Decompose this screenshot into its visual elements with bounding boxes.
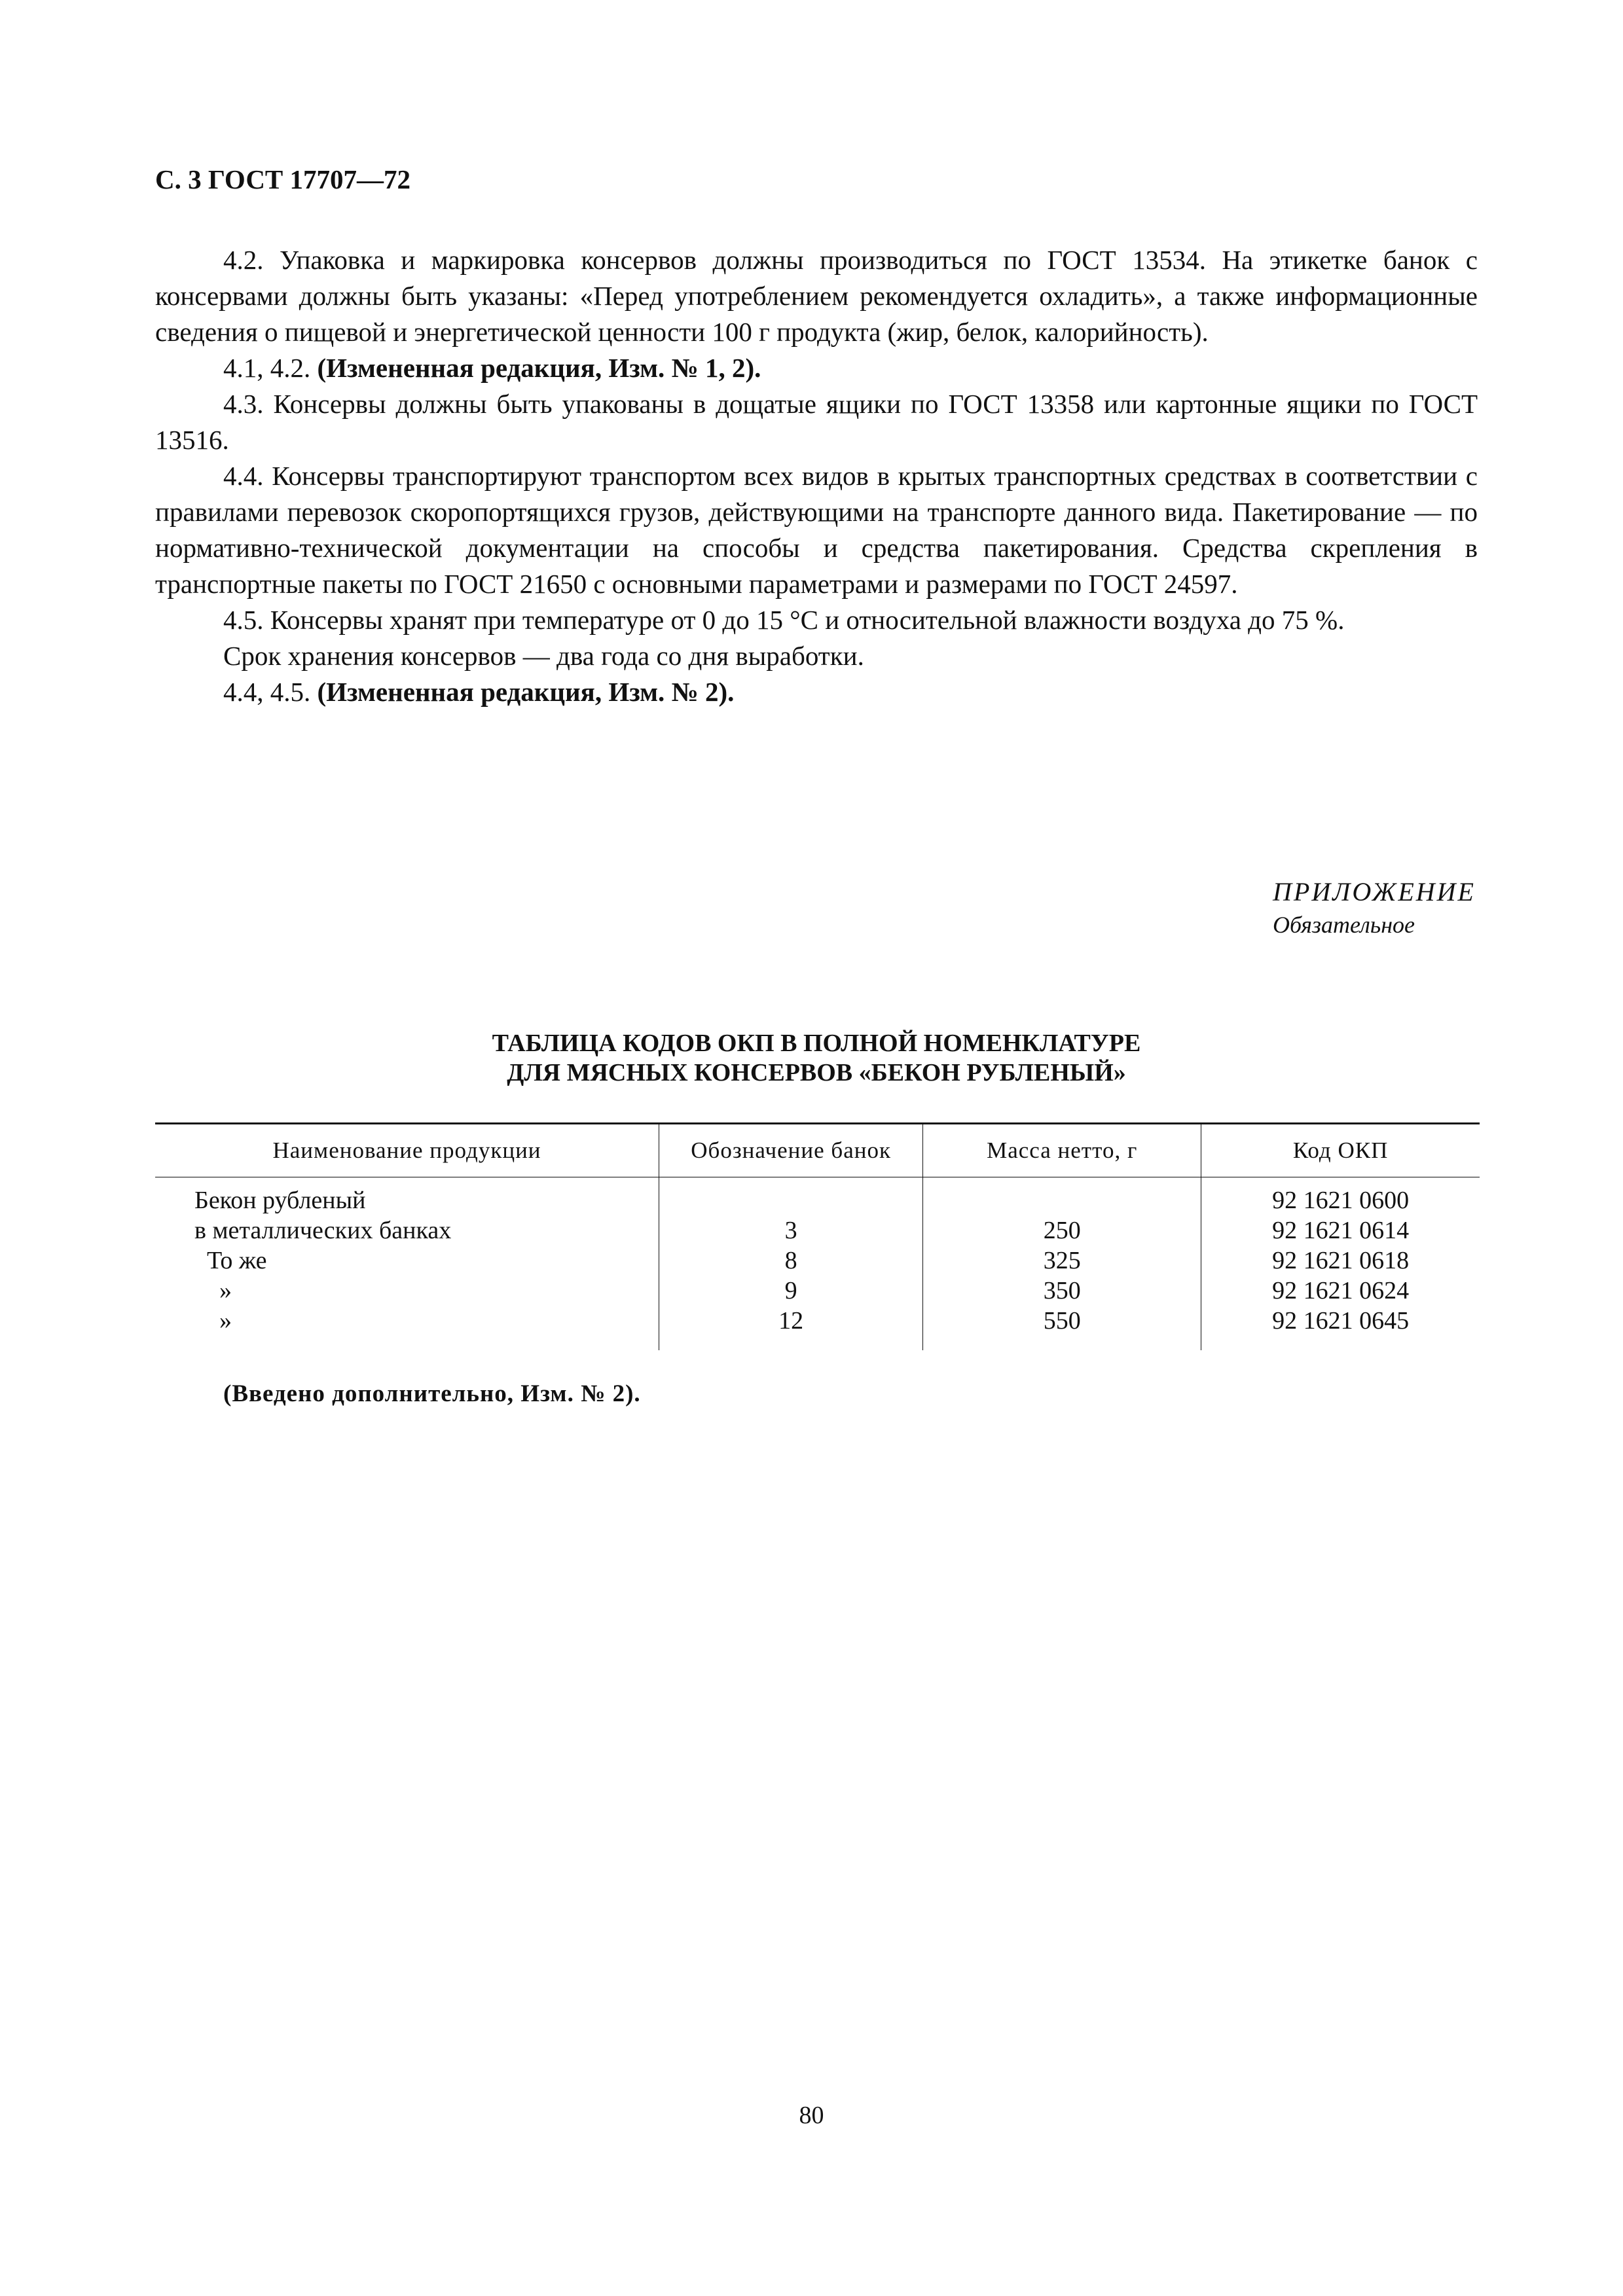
column-header-can-designation: Обозначение банок [659, 1124, 923, 1177]
table-row [155, 1306, 1480, 1336]
table-end-row [155, 1336, 1480, 1350]
cell-can-designation: 12 [659, 1306, 923, 1336]
table-title [155, 1029, 1478, 1088]
cell-net-mass: 550 [923, 1306, 1201, 1336]
cell-can-designation [659, 1185, 923, 1215]
column-header-okp-code: Код ОКП [1201, 1124, 1480, 1177]
table-row [155, 1246, 1480, 1276]
cell-can-designation: 8 [659, 1246, 923, 1276]
appendix-title: ПРИЛОЖЕНИЕ [1273, 877, 1476, 906]
column-header-product-name: Наименование продукции [155, 1124, 659, 1177]
cell-can-designation: 3 [659, 1215, 923, 1246]
cell-okp-code: 92 1621 0645 [1201, 1306, 1480, 1336]
paragraph-4-3: 4.3. Консервы должны быть упакованы в дощатые ящики по ГОСТ 13358 или картонные ящики по ГОСТ 13516. [155, 389, 1478, 455]
page-header: С. 3 ГОСТ 17707—72 [155, 164, 411, 194]
amendment-footnote: (Введено дополнительно, Изм. № 2). [223, 1380, 641, 1407]
table-row [155, 1185, 1480, 1215]
cell-net-mass: 325 [923, 1246, 1201, 1276]
cell-net-mass: 350 [923, 1276, 1201, 1306]
table-header-row [155, 1124, 1480, 1177]
amendment-note-2 [155, 674, 1478, 710]
paragraph-4-4: 4.4. Консервы транспортируют транспортом всех видов в крытых транспортных средствах в соответствии с правилами перевозок скоропортящихся грузов, действующими на транспорте данного вида. Пакетирование — по нормативно-технической документации на способы и средства пакетирования. Средства скрепления в транспортные пакеты по ГОСТ 21650 с основными параметрами и размерами по ГОСТ 24597. [155, 461, 1478, 599]
cell-okp-code: 92 1621 0614 [1201, 1215, 1480, 1246]
amendment-note-1 [155, 350, 1478, 386]
appendix-subtitle: Обязательное [1273, 912, 1415, 938]
appendix-label [1273, 876, 1476, 941]
table-row [155, 1215, 1480, 1246]
cell-okp-code: 92 1621 0600 [1201, 1185, 1480, 1215]
cell-can-designation: 9 [659, 1276, 923, 1306]
amendment-note-prefix: 4.1, 4.2. [223, 353, 318, 383]
table-spacer-row [155, 1177, 1480, 1186]
amendment-note-bold: (Измененная редакция, Изм. № 2). [317, 677, 735, 707]
table-title-line: ДЛЯ МЯСНЫХ КОНСЕРВОВ «БЕКОН РУБЛЕНЫЙ» [507, 1059, 1126, 1086]
paragraph-4-2: 4.2. Упаковка и маркировка консервов должны производиться по ГОСТ 13534. На этикетке банок с консервами должны быть указаны: «Перед употреблением рекомендуется охладить», а также информационные сведения о пищевой и энергетической ценности 100 г продукта (жир, белок, калорийность). [155, 245, 1478, 347]
column-header-net-mass: Масса нетто, г [923, 1124, 1201, 1177]
table-title-line: ТАБЛИЦА КОДОВ ОКП В ПОЛНОЙ НОМЕНКЛАТУРЕ [492, 1030, 1141, 1057]
cell-okp-code: 92 1621 0624 [1201, 1276, 1480, 1306]
amendment-note-prefix: 4.4, 4.5. [223, 677, 318, 707]
paragraph-storage-term: Срок хранения консервов — два года со дня выработки. [223, 641, 864, 671]
page-number: 80 [799, 2102, 824, 2129]
body-text [155, 242, 1478, 710]
cell-net-mass [923, 1185, 1201, 1215]
okp-codes-table [155, 1122, 1480, 1350]
cell-product-name: Бекон рубленый [194, 1187, 366, 1214]
cell-okp-code: 92 1621 0618 [1201, 1246, 1480, 1276]
table-row [155, 1276, 1480, 1306]
cell-product-name: в металлических банках [194, 1217, 452, 1244]
cell-net-mass: 250 [923, 1215, 1201, 1246]
amendment-note-bold: (Измененная редакция, Изм. № 1, 2). [317, 353, 761, 383]
cell-product-name: » [194, 1307, 232, 1335]
cell-product-name: » [194, 1277, 232, 1304]
cell-product-name: То же [194, 1247, 267, 1274]
paragraph-4-5: 4.5. Консервы хранят при температуре от 0 до 15 °С и относительной влажности воздуха до 75 %. [223, 605, 1345, 635]
